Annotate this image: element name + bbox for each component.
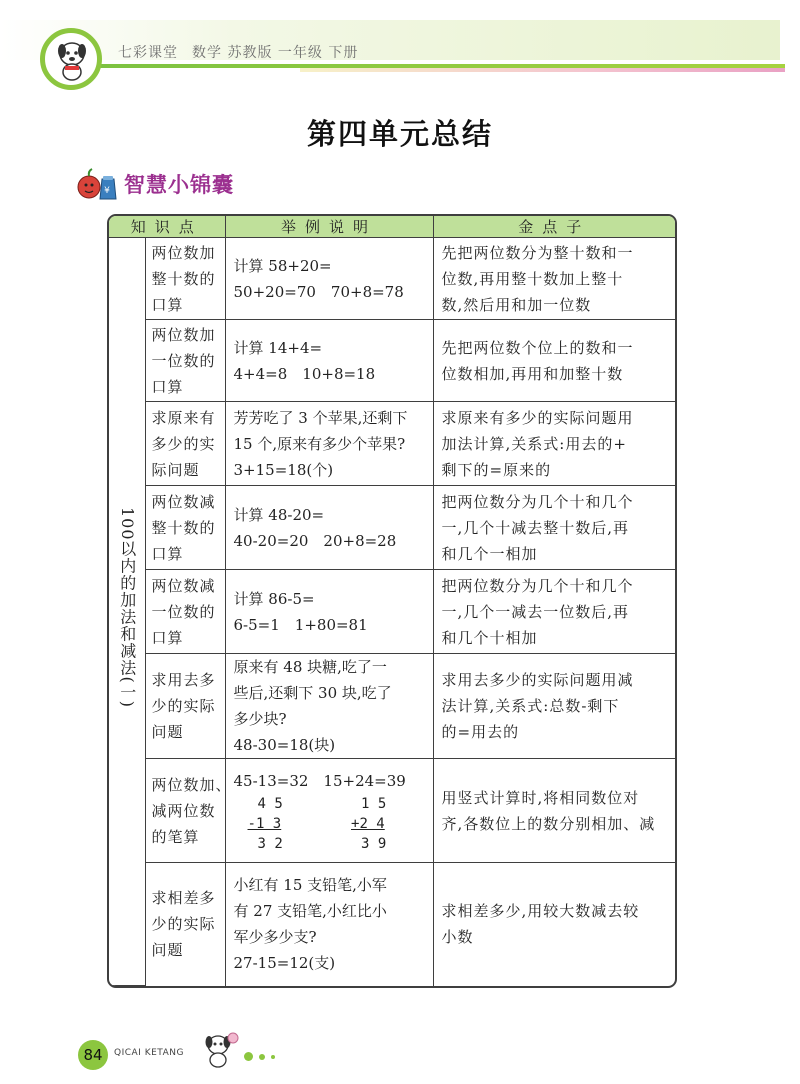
example-line: 多少块?	[233, 710, 287, 728]
tips-cell	[433, 320, 675, 402]
table-row	[109, 570, 675, 654]
vertical-operand: -1 3	[247, 815, 282, 832]
topic-line: 口算	[151, 377, 184, 396]
section-title: 智慧小锦囊	[124, 173, 234, 197]
topic-line: 求相差多	[151, 889, 216, 908]
topic-line: 问题	[151, 941, 184, 960]
example-line: 计算 14+4=	[233, 338, 323, 357]
section-heading	[76, 164, 234, 204]
vertical-result: 3 9	[361, 835, 387, 852]
topic-line: 多少的实	[151, 434, 216, 453]
mascot-badge	[40, 28, 102, 90]
tip-line: 求相差多少,用较大数减去较	[441, 902, 640, 921]
example-line: 计算 58+20=	[233, 256, 332, 275]
topic-line: 两位数加	[151, 243, 216, 262]
tip-line: 齐,各数位上的数分别相加、减	[441, 814, 656, 833]
table-row	[109, 759, 675, 863]
topic-line: 两位数减	[151, 576, 216, 595]
topic-line: 减两位数	[151, 801, 216, 820]
example-line: 小红有 15 支铅笔,小军	[233, 876, 387, 895]
example-line: 计算 86-5=	[233, 589, 315, 608]
example-line: 芳芳吃了 3 个苹果,还剩下	[233, 408, 408, 427]
topic-line: 两位数加	[151, 325, 216, 344]
tips-cell	[433, 570, 675, 654]
example-line: 军少多少支?	[233, 928, 317, 947]
topic-line: 一位数的	[151, 351, 216, 370]
topic-cell	[145, 486, 225, 570]
example-line: 15 个,原来有多少个苹果?	[233, 434, 406, 453]
topic-line: 口算	[151, 544, 184, 563]
tip-line: 位数相加,再用和加整十数	[441, 364, 624, 383]
header-knowledge: 知识点	[109, 216, 225, 238]
money-bag-icon	[76, 167, 118, 201]
example-cell	[225, 402, 433, 486]
tip-line: 加法计算,关系式:用去的+	[441, 434, 627, 453]
topic-line: 际问题	[151, 460, 200, 479]
dot-icon	[259, 1054, 265, 1060]
tip-line: 用竖式计算时,将相同数位对	[441, 788, 640, 807]
tips-cell	[433, 486, 675, 570]
topic-cell	[145, 320, 225, 402]
vertical-calculations	[234, 794, 425, 854]
tip-line: 先把两位数个位上的数和一	[441, 338, 634, 357]
example-line: 40-20=20 20+8=28	[233, 531, 397, 550]
example-cell	[225, 863, 433, 986]
tip-line: 求原来有多少的实际问题用	[441, 408, 634, 427]
example-line: 50+20=70 70+8=78	[233, 282, 404, 301]
category-cell	[109, 238, 145, 986]
example-line: 有 27 支铅笔,小红比小	[233, 902, 387, 921]
summary-table	[107, 214, 677, 988]
example-cell	[225, 238, 433, 320]
page-number: 84	[78, 1040, 108, 1070]
tip-line: 剩下的=原来的	[441, 460, 552, 479]
example-line: 4+4=8 10+8=18	[233, 364, 376, 383]
example-line: 计算 48-20=	[233, 505, 325, 524]
topic-line: 少的实际	[151, 915, 216, 934]
topic-line: 两位数加、	[151, 775, 232, 794]
svg-text:¥: ¥	[104, 186, 110, 196]
tips-cell	[433, 402, 675, 486]
tip-line: 和几个一相加	[441, 544, 538, 563]
topic-line: 两位数减	[151, 492, 216, 511]
tip-line: 数,然后用和加一位数	[441, 295, 592, 314]
header-band	[0, 20, 780, 60]
tip-line: 把两位数分为几个十和几个	[441, 492, 634, 511]
tips-cell	[433, 863, 675, 986]
dog-mascot-icon	[51, 38, 93, 82]
header-tips: 金点子	[433, 216, 675, 238]
example-line: 27-15=12(支)	[233, 954, 336, 973]
tips-cell	[433, 238, 675, 320]
dog-mascot-icon	[200, 1030, 240, 1070]
topic-line: 问题	[151, 723, 184, 741]
table-row	[109, 402, 675, 486]
category-label: 100以内的加法和减法(一)	[117, 506, 137, 709]
tip-line: 把两位数分为几个十和几个	[441, 576, 634, 595]
topic-cell	[145, 863, 225, 986]
topic-line: 口算	[151, 295, 184, 314]
example-cell	[225, 320, 433, 402]
tips-cell	[433, 654, 675, 759]
example-line: 些后,还剩下 30 块,吃了	[233, 684, 392, 702]
topic-line: 求用去多	[151, 671, 216, 689]
example-line: 48-30=18(块)	[233, 736, 336, 754]
tip-line: 求用去多少的实际问题用减	[441, 671, 634, 689]
tip-line: 的=用去的	[441, 723, 520, 741]
tip-line: 位数,再用整十数加上整十	[441, 269, 624, 288]
example-cell	[225, 759, 433, 863]
table-row	[109, 238, 675, 320]
table-row	[109, 654, 675, 759]
topic-line: 整十数的	[151, 269, 216, 288]
example-cell	[225, 570, 433, 654]
topic-line: 整十数的	[151, 518, 216, 537]
header-text	[118, 42, 372, 62]
vertical-operand: 1 5	[361, 795, 387, 812]
example-cell	[225, 654, 433, 759]
tip-line: 先把两位数分为整十数和一	[441, 243, 634, 262]
table-row	[109, 320, 675, 402]
tip-line: 和几个十相加	[441, 628, 538, 647]
topic-cell	[145, 654, 225, 759]
table-row	[109, 486, 675, 570]
vertical-result: 3 2	[257, 835, 283, 852]
tip-line: 法计算,关系式:总数-剩下	[441, 697, 620, 715]
dot-icon	[244, 1052, 253, 1061]
example-line: 6-5=1 1+80=81	[233, 615, 368, 634]
vertical-calc	[351, 794, 425, 854]
topic-cell	[145, 238, 225, 320]
vertical-operand: +2 4	[351, 815, 385, 832]
header-rule-pink	[300, 68, 785, 72]
table-header-row	[109, 216, 675, 238]
header-book-info: 数学 苏教版 一年级 下册	[192, 45, 359, 61]
topic-line: 的笔算	[151, 827, 200, 846]
page-title: 第四单元总结	[306, 117, 493, 151]
topic-line: 一位数的	[151, 602, 216, 621]
header-brand: 七彩课堂	[118, 45, 178, 61]
topic-cell	[145, 402, 225, 486]
tip-line: 小数	[441, 928, 474, 947]
header-example: 举例说明	[225, 216, 433, 238]
topic-line: 口算	[151, 628, 184, 647]
example-line: 原来有 48 块糖,吃了一	[233, 658, 387, 676]
example-line: 45-13=32 15+24=39	[233, 771, 406, 790]
topic-cell	[145, 570, 225, 654]
example-cell	[225, 486, 433, 570]
footer-dots	[244, 1046, 281, 1065]
tips-cell	[433, 759, 675, 863]
topic-line: 少的实际	[151, 697, 216, 715]
topic-line: 求原来有	[151, 408, 216, 427]
example-line: 3+15=18(个)	[233, 460, 334, 479]
topic-cell	[145, 759, 232, 863]
tip-line: 一,几个一减去一位数后,再	[441, 602, 630, 621]
vertical-calc	[248, 794, 322, 854]
dot-icon	[271, 1055, 275, 1059]
table-row	[109, 863, 675, 986]
tip-line: 一,几个十减去整十数后,再	[441, 518, 630, 537]
vertical-operand: 4 5	[257, 795, 283, 812]
footer-brand: QICAI KETANG	[114, 1048, 184, 1058]
